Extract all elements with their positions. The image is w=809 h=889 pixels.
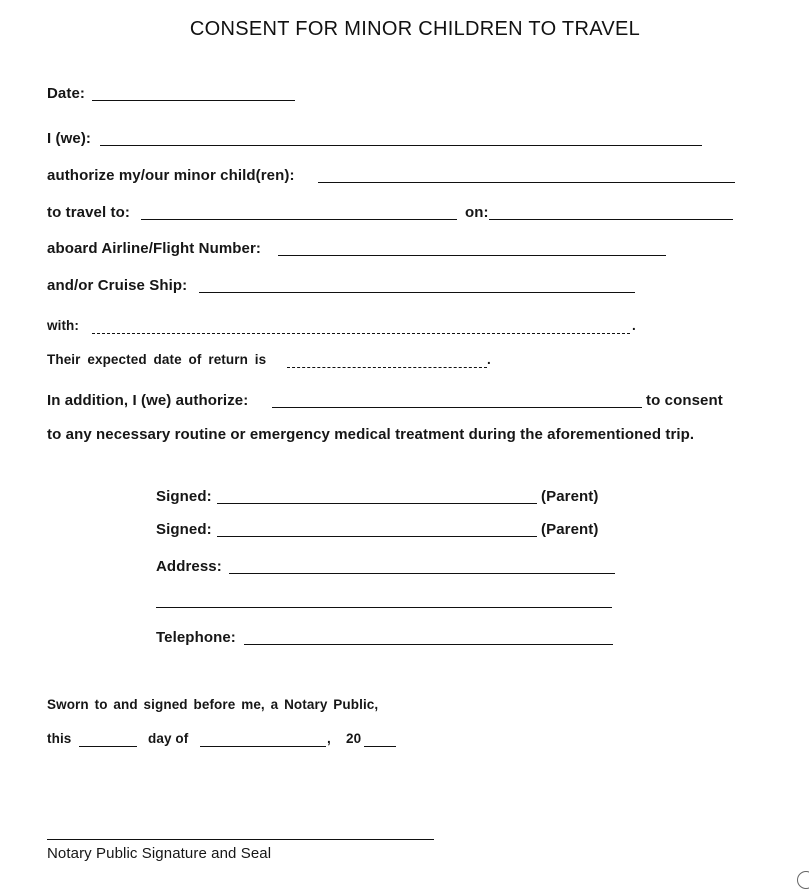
year-prefix: 20 xyxy=(346,731,362,746)
medical-treatment-text: to any necessary routine or emergency medical treatment during the aforementioned trip. xyxy=(47,426,695,443)
travel-to-label: to travel to: xyxy=(47,204,130,221)
return-date-label: Their expected date of return is xyxy=(47,352,267,367)
sworn-statement: Sworn to and signed before me, a Notary Public, xyxy=(47,697,379,712)
children-names-field[interactable] xyxy=(318,167,735,183)
page-corner-icon xyxy=(797,871,809,889)
authorize-children-label: authorize my/our minor child(ren): xyxy=(47,167,295,184)
signed-label-1: Signed: xyxy=(156,488,212,505)
date-field[interactable] xyxy=(92,85,295,101)
notary-comma: , xyxy=(327,731,331,746)
authorized-person-field[interactable] xyxy=(272,392,642,408)
parent-label-1: (Parent) xyxy=(541,488,599,505)
notary-month-field[interactable] xyxy=(200,731,326,747)
form-title: CONSENT FOR MINOR CHILDREN TO TRAVEL xyxy=(189,18,641,40)
cruise-ship-field[interactable] xyxy=(199,277,635,293)
telephone-field[interactable] xyxy=(244,629,613,645)
this-label: this xyxy=(47,731,72,746)
with-label: with: xyxy=(47,318,79,333)
i-we-field[interactable] xyxy=(100,130,702,146)
i-we-label: I (we): xyxy=(47,130,92,147)
address-field-line-1[interactable] xyxy=(229,558,615,574)
cruise-ship-label: and/or Cruise Ship: xyxy=(47,277,188,294)
notary-signature-line[interactable] xyxy=(47,839,434,840)
day-of-label: day of xyxy=(148,731,189,746)
notary-year-field[interactable] xyxy=(364,731,396,747)
address-field-line-2[interactable] xyxy=(156,592,612,608)
address-label: Address: xyxy=(156,558,222,575)
telephone-label: Telephone: xyxy=(156,629,236,646)
return-date-field[interactable] xyxy=(287,352,487,368)
parent-label-2: (Parent) xyxy=(541,521,599,538)
on-label: on: xyxy=(465,204,489,221)
parent-signature-field-1[interactable] xyxy=(217,488,537,504)
in-addition-label: In addition, I (we) authorize: xyxy=(47,392,249,409)
destination-field[interactable] xyxy=(141,204,457,220)
travel-date-field[interactable] xyxy=(489,204,733,220)
with-field[interactable] xyxy=(92,318,630,334)
signed-label-2: Signed: xyxy=(156,521,212,538)
parent-signature-field-2[interactable] xyxy=(217,521,537,537)
return-period: . xyxy=(487,352,491,367)
to-consent-label: to consent xyxy=(646,392,723,409)
airline-label: aboard Airline/Flight Number: xyxy=(47,240,262,257)
with-period: . xyxy=(632,318,636,333)
notary-signature-label: Notary Public Signature and Seal xyxy=(47,845,272,862)
airline-field[interactable] xyxy=(278,240,666,256)
notary-day-field[interactable] xyxy=(79,731,137,747)
date-label: Date: xyxy=(47,85,86,102)
